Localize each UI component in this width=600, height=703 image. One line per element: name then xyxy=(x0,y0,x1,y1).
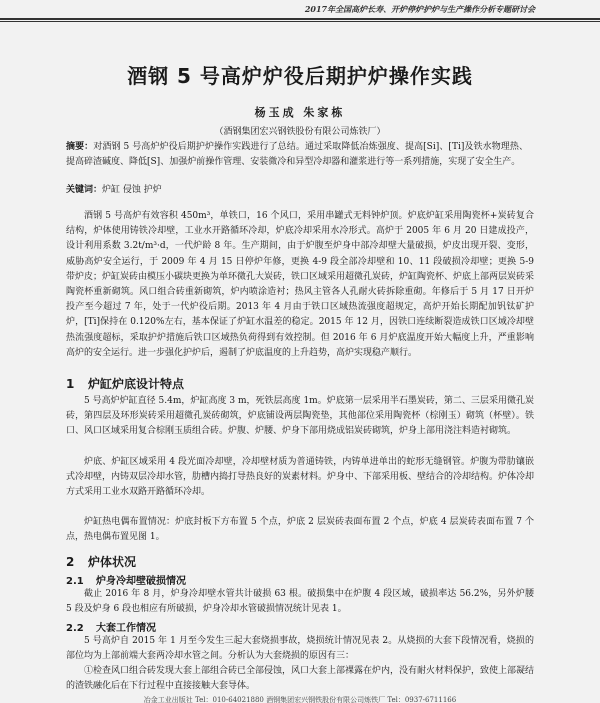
section-1-heading xyxy=(66,375,184,392)
keywords-text: 炉缸 侵蚀 护炉 xyxy=(102,185,162,195)
affiliation: （酒钢集团宏兴钢铁股份有限公司炼铁厂） xyxy=(214,127,386,137)
subsection-2-2-heading xyxy=(66,619,156,634)
subsection-2-2-item-1: ①检查风口组合砖发现大套上部组合砖已全部侵蚀，风口大套上部裸露在炉内，没有耐火材料保护，致使上部凝结的渣铁融化后在下行过程中直接接触大套导体。 xyxy=(66,666,535,692)
abstract xyxy=(66,140,528,170)
section-2-title: 炉体状况 xyxy=(88,555,137,569)
footer-strip: 冶金工业出版社 Tel：010-64021880 酒钢集团宏兴钢铁股份有限公司炼铁厂 Tel：0937-6711166 xyxy=(143,696,457,703)
subsection-2-1-number: 2.1 xyxy=(66,576,84,587)
subsection-2-1-paragraph: 截止 2016 年 8 月，炉身冷却壁水管共计破损 63 根。破损集中在炉腹 4 段区域，破损率达 56.2%，另外炉腰 5 段及炉身 6 段也相应有所破损，炉身冷却水管破损情况统计见表 1。 xyxy=(66,589,534,615)
abstract-label: 摘要： xyxy=(66,142,94,152)
subsection-2-1-heading xyxy=(66,572,186,587)
authors: 杨玉成 朱家栋 xyxy=(254,106,346,119)
section-1-number: 1 xyxy=(66,377,75,391)
running-header: 2017年全国高炉长寿、开炉停炉护炉与生产操作分析专题研讨会 xyxy=(304,4,536,14)
subsection-2-2-title: 大套工作情况 xyxy=(96,623,156,634)
intro-paragraph: 酒钢 5 号高炉有效容积 450m³，单铁口，16 个风口，采用串罐式无料钟炉顶。炉底炉缸采用陶瓷杯+炭砖复合结构，炉体使用铸铁冷却壁，工业水开路循环冷却，炉底冷却采用水冷形式。高炉于 2005 年 6 月 20 日建成投产，设计利用系数 3.2t/m³·d，一代炉龄 8 年。生产期间，由于炉腹至炉身中部冷却壁大量破损，炉皮出现开裂、变形，威胁高炉安全运行，于 2009 年 4 月 15 日停炉年修，更换 4-9 段全部冷却壁和 10、11 段破损冷却壁；更换 5-9 带炉皮；炉缸炭砖由模压小碳块更换为单环微孔大炭砖，铁口区域采用超微孔炭砖，炉缸陶瓷杯、炉底上部两层炭砖采陶瓷杯重新砌筑。风口组合砖重新砌筑，炉内喷涂造衬；热风主管各人孔耐火砖拆除重砌。年修后于 5 月 17 日开炉投产至今超过 7 年，处于一代炉役后期。2013 年 4 月由于铁口区域热流强度超规定，高炉开始长期配加钒钛矿护炉，[Ti]保持在 0.120%左右，基本保证了炉缸水温差的稳定。2015 年 12 月，因铁口连续断裂造成铁口区域冷却壁热流强度超标，采取护炉措施后铁口区域热负荷得到有效控制。但 2016 年 6 月炉底温度开始大幅度上升，严重影响高炉的安全运行。进一步强化护炉后，遏制了炉底温度的上升趋势，高炉实现稳产顺行。 xyxy=(66,211,535,358)
subsection-2-1-title: 炉身冷却壁破损情况 xyxy=(96,576,186,587)
keywords xyxy=(66,183,528,198)
section-1-title: 炉缸炉底设计特点 xyxy=(88,377,185,391)
subsection-2-2-number: 2.2 xyxy=(66,623,84,634)
section-2-number: 2 xyxy=(66,555,75,569)
keywords-label: 关键词： xyxy=(66,185,103,195)
header-rule xyxy=(0,18,600,22)
subsection-2-2-paragraph: 5 号高炉自 2015 年 1 月至今发生三起大套烧损事故，烧损统计情况见表 2。从烧损的大套下段情况看，烧损的部位均为上部前端大套两冷却水管之间。分析认为大套烧损的原因有三： xyxy=(66,636,534,662)
abstract-text: 对酒钢 5 号高炉炉役后期护炉操作实践进行了总结。通过采取降低冶炼强度、提高[Si]、[Ti]及铁水物理热、提高碎渣碱度、降低[S]、加强炉前操作管理、安装微冷和异型冷却器和灌浆进行等一系列措施，实现了安全生产。 xyxy=(66,142,528,167)
section-1-paragraph-3: 炉缸热电偶布置情况：炉底封板下方布置 5 个点，炉底 2 层炭砖表面布置 2 个点，炉底 4 层炭砖表面布置 7 个点，热电偶布置见图 1。 xyxy=(66,517,534,543)
section-2-heading xyxy=(66,553,136,570)
section-1-paragraph-1: 5 号高炉炉缸直径 5.4m，炉缸高度 3 m，死铁层高度 1m。炉底第一层采用半石墨炭砖，第二、三层采用微孔炭砖，第四层及环形炭砖采用超微孔炭砖砌筑，炉底铺设两层陶瓷垫，其他部位采用陶瓷杯（棕刚玉）砌筑（杯壁）。铁口、风口区域采用复合棕刚玉质组合砖。炉腹、炉腰、炉身下部用烧成铝炭砖砌筑，炉身上部用浇注料造衬砌筑。 xyxy=(66,396,534,437)
section-1-paragraph-2: 炉底、炉缸区域采用 4 段光面冷却壁，冷却壁材质为普通铸铁，内铸单进单出的蛇形无缝钢管。炉腹为带肋镶嵌式冷却壁，内铸双层冷却水管，肋槽内捣打导热良好的炭素材料。炉身中、下部采用板、壁结合的冷却结构。炉体冷却方式采用工业水双路开路循环冷却。 xyxy=(66,457,535,498)
paper-title: 酒钢 5 号高炉炉役后期护炉操作实践 xyxy=(127,64,473,88)
